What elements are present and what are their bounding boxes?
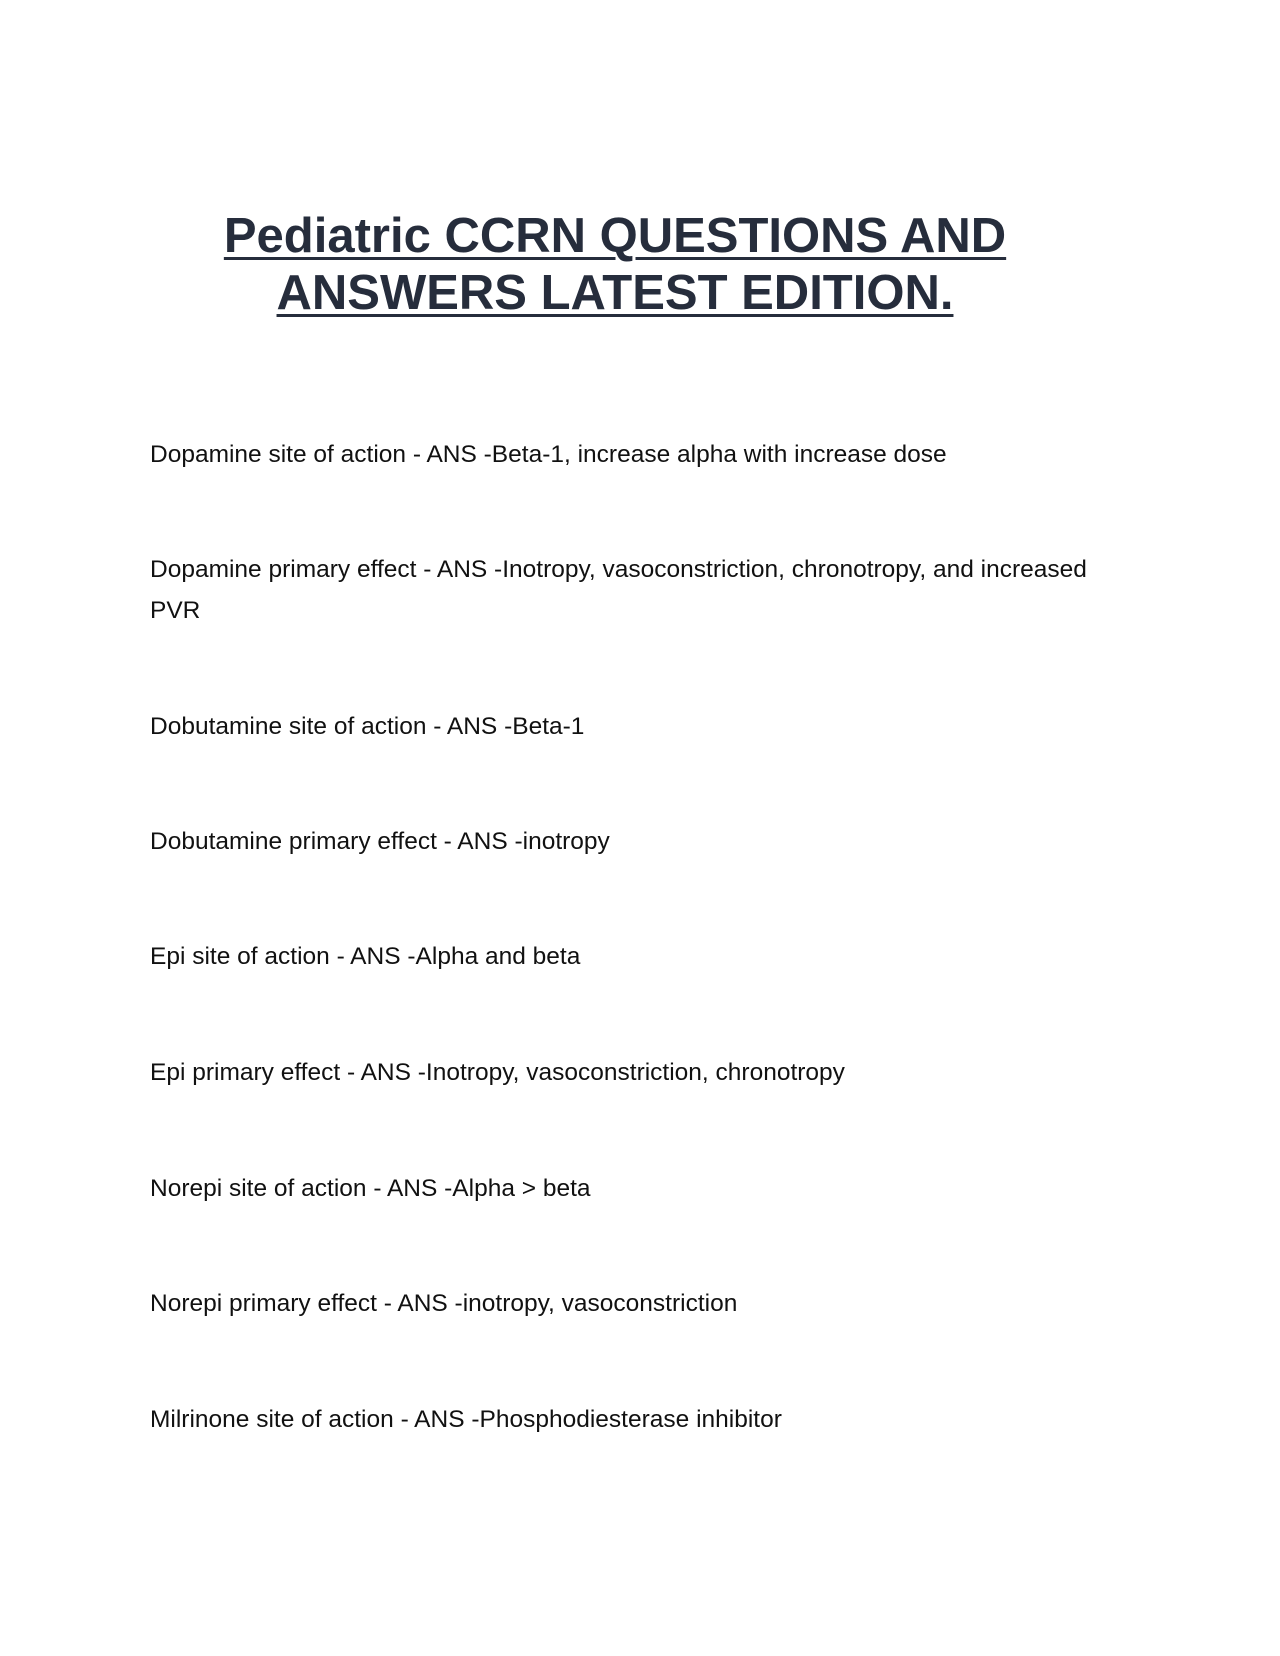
qa-item: Milrinone site of action - ANS -Phosphodiesterase inhibitor [150, 1406, 782, 1433]
qa-item: Norepi primary effect - ANS -inotropy, vasoconstriction [150, 1290, 738, 1317]
qa-item: Epi primary effect - ANS -Inotropy, vasoconstriction, chronotropy [150, 1059, 845, 1086]
qa-item: Dopamine primary effect - ANS -Inotropy, vasoconstriction, chronotropy, and increased PVR [150, 556, 1087, 624]
qa-item: Norepi site of action - ANS -Alpha > beta [150, 1175, 591, 1202]
document-title-line: ANSWERS LATEST EDITION. [276, 266, 954, 320]
document-title-line: Pediatric CCRN QUESTIONS AND [223, 209, 1007, 263]
qa-item: Dobutamine site of action - ANS -Beta-1 [150, 713, 585, 740]
qa-item: Dopamine site of action - ANS -Beta-1, increase alpha with increase dose [150, 441, 947, 468]
qa-item: Dobutamine primary effect - ANS -inotropy [150, 828, 610, 855]
qa-item: Epi site of action - ANS -Alpha and beta [150, 943, 581, 970]
document-title [150, 208, 1080, 322]
